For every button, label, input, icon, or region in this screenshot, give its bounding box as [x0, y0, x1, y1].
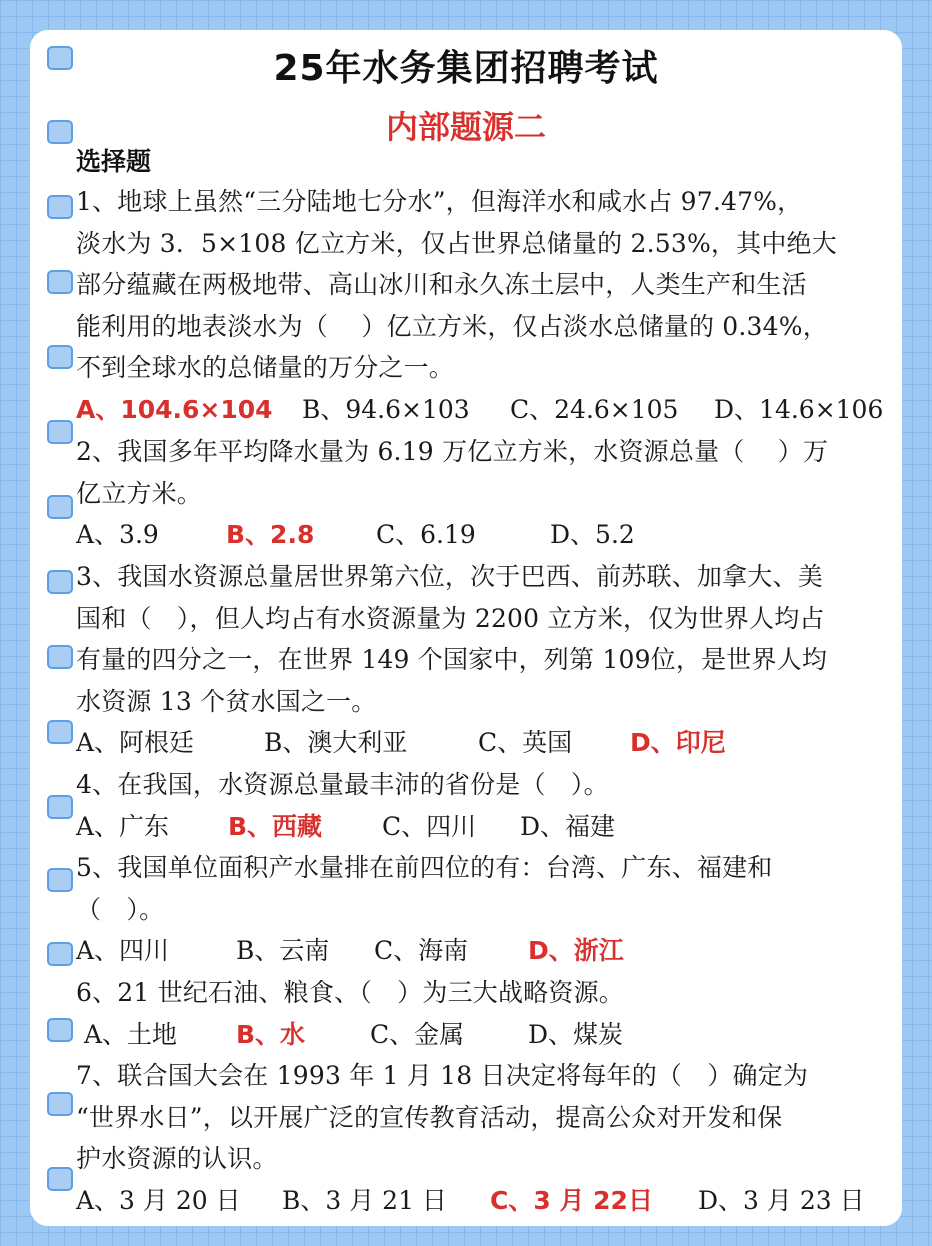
- bullet-decoration: [47, 1092, 73, 1116]
- options-row: [76, 389, 896, 431]
- option-a: A、104.6×104: [76, 394, 273, 424]
- options-row: [76, 514, 896, 556]
- option-b: B、2.8: [226, 520, 315, 550]
- bullet-decoration: [47, 420, 73, 444]
- option-a: A、3.9: [76, 520, 159, 550]
- question-3: [76, 556, 896, 764]
- bullet-decoration: [47, 868, 73, 892]
- question-text-line: （ ）。: [76, 894, 165, 924]
- bullet-decoration: [47, 795, 73, 819]
- question-text-line: 护水资源的认识。: [76, 1144, 278, 1174]
- bullet-decoration: [47, 645, 73, 669]
- question-text-line: 有量的四分之一，在世界 149 个国家中，列第 109位，是世界人均: [76, 645, 828, 675]
- options-row: [76, 722, 896, 764]
- option-a: A、阿根廷: [76, 728, 195, 758]
- option-c: C、24.6×105: [510, 394, 679, 424]
- question-text-line: 能利用的地表淡水为（ ）亿立方米，仅占淡水总储量的 0.34%，: [76, 311, 828, 341]
- option-d: D、浙江: [528, 936, 624, 966]
- question-6: [76, 972, 896, 1055]
- question-text-line: 淡水为 3．5×108 亿立方米，仅占世界总储量的 2.53%，其中绝大: [76, 228, 837, 258]
- page-title: 25年水务集团招聘考试: [273, 48, 659, 89]
- question-4: [76, 764, 896, 847]
- option-d: D、煤炭: [528, 1019, 624, 1049]
- option-c: C、海南: [374, 936, 469, 966]
- question-1: [76, 181, 896, 431]
- question-text-line: 部分蕴藏在两极地带、高山冰川和永久冻土层中，人类生产和生活: [76, 270, 807, 300]
- option-b: B、云南: [236, 936, 330, 966]
- options-row: [76, 806, 896, 848]
- question-5: [76, 847, 896, 972]
- question-text-line: 2、我国多年平均降水量为 6.19 万亿立方米，水资源总量（ ）万: [76, 437, 829, 466]
- question-7: [76, 1055, 896, 1221]
- question-text-line: 不到全球水的总储量的万分之一。: [76, 353, 455, 383]
- option-d: D、印尼: [630, 728, 726, 758]
- option-a: A、土地: [84, 1019, 178, 1049]
- option-d: D、3 月 23 日: [698, 1185, 865, 1215]
- bullet-decoration: [47, 942, 73, 966]
- bullet-decoration: [47, 345, 73, 369]
- option-d: D、福建: [520, 811, 616, 841]
- section-heading: 选择题: [76, 147, 152, 176]
- option-c: C、英国: [478, 728, 573, 758]
- option-c: C、3 月 22日: [490, 1185, 653, 1215]
- question-text-line: “世界水日”，以开展广泛的宣传教育活动，提高公众对开发和保: [76, 1102, 783, 1132]
- bullet-decoration: [47, 1018, 73, 1042]
- question-text-line: 6、21 世纪石油、粮食、（ ）为三大战略资源。: [76, 978, 624, 1007]
- option-c: C、金属: [370, 1019, 465, 1049]
- option-c: C、6.19: [376, 520, 476, 550]
- question-text-line: 3、我国水资源总量居世界第六位，次于巴西、前苏联、加拿大、美: [76, 562, 823, 591]
- bullet-decoration: [47, 495, 73, 519]
- bullet-decoration: [47, 195, 73, 219]
- bullet-decoration: [47, 1167, 73, 1191]
- option-b: B、94.6×103: [302, 394, 470, 424]
- question-text-line: 7、联合国大会在 1993 年 1 月 18 日决定将每年的（ ）确定为: [76, 1061, 809, 1090]
- bullet-decoration: [47, 720, 73, 744]
- option-c: C、四川: [382, 811, 477, 841]
- bullet-decoration: [47, 270, 73, 294]
- option-b: B、3 月 21 日: [282, 1185, 447, 1215]
- question-2: [76, 431, 896, 556]
- question-text-line: 亿立方米。: [76, 478, 203, 508]
- option-b: B、澳大利亚: [264, 728, 408, 758]
- options-row: [76, 1180, 896, 1222]
- page-subtitle: 内部题源二: [385, 108, 546, 146]
- option-a: A、3 月 20 日: [76, 1185, 241, 1215]
- option-d: D、5.2: [550, 520, 635, 550]
- question-text-line: 4、在我国，水资源总量最丰沛的省份是（ ）。: [76, 770, 609, 799]
- options-row: [76, 930, 896, 972]
- question-text-line: 国和（ ），但人均占有水资源量为 2200 立方米，仅为世界人均占: [76, 603, 825, 633]
- option-a: A、广东: [76, 811, 170, 841]
- question-text-line: 水资源 13 个贫水国之一。: [76, 686, 377, 716]
- option-b: B、水: [236, 1019, 306, 1049]
- question-text-line: 5、我国单位面积产水量排在前四位的有：台湾、广东、福建和: [76, 853, 773, 882]
- question-text-line: 1、地球上虽然“三分陆地七分水”，但海洋水和咸水占 97.47%，: [76, 187, 803, 216]
- options-row: [76, 1014, 896, 1056]
- bullet-decoration: [47, 570, 73, 594]
- option-a: A、四川: [76, 936, 170, 966]
- option-b: B、西藏: [228, 811, 323, 841]
- option-d: D、14.6×106: [714, 394, 884, 424]
